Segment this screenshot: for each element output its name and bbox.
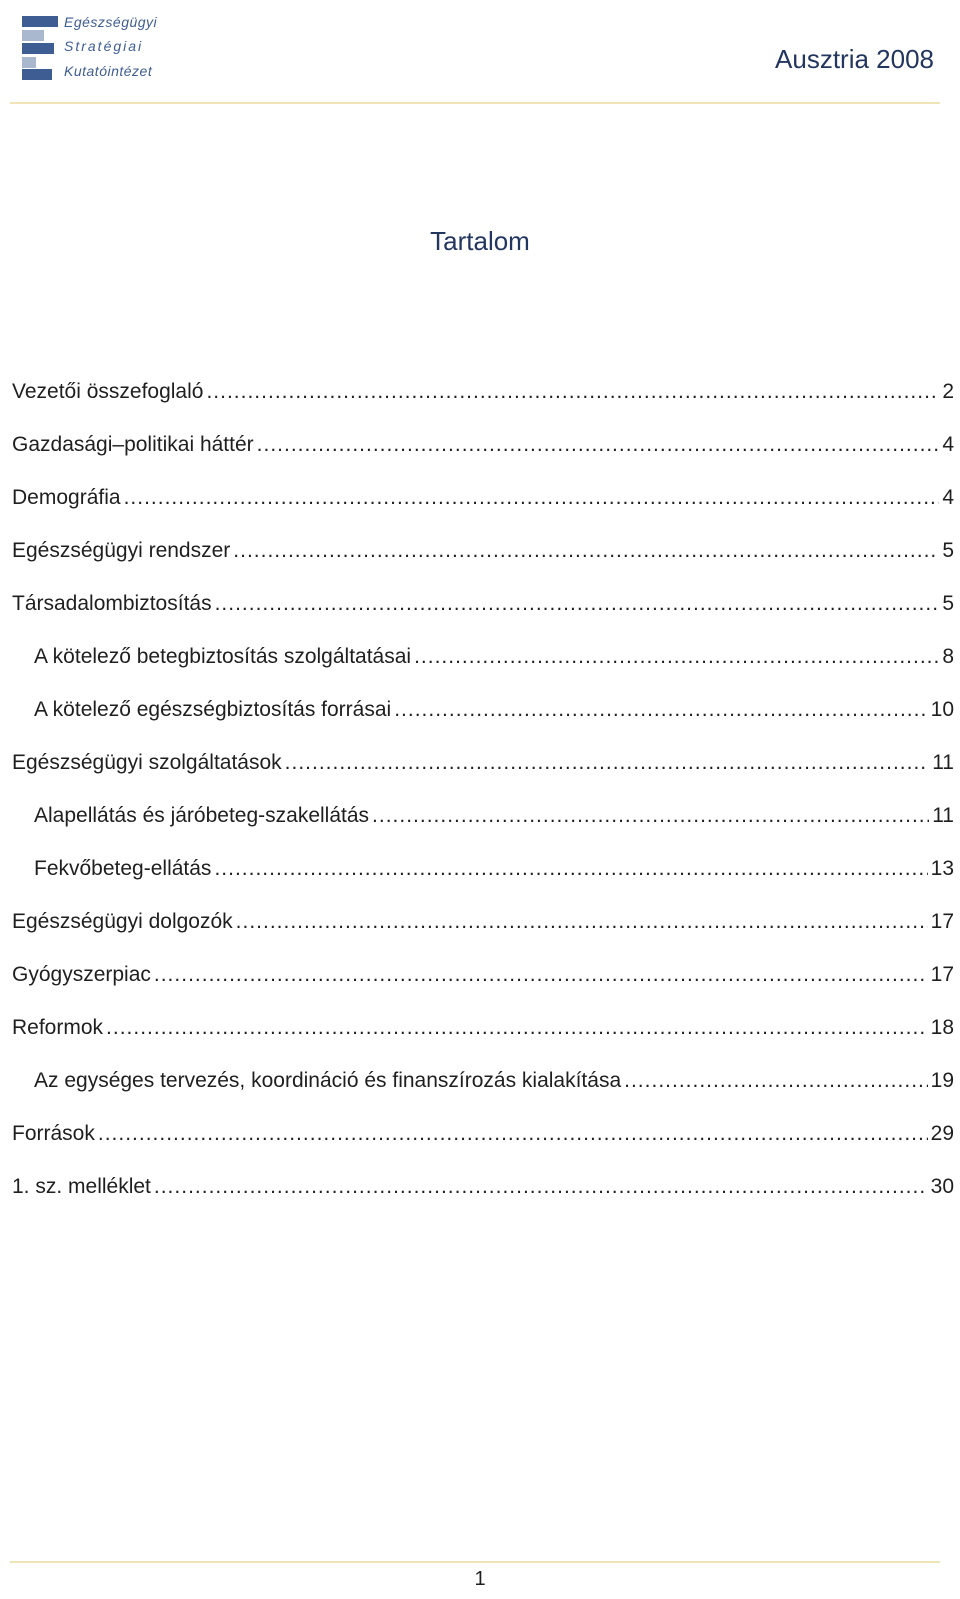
toc-entry-page: 11 <box>932 804 954 827</box>
toc-entry-label: Reformok <box>12 1016 104 1039</box>
toc-entry-label: Források <box>12 1122 95 1145</box>
toc-entry[interactable] <box>12 857 954 910</box>
toc-entry-page: 4 <box>942 433 954 456</box>
toc-entry[interactable] <box>12 751 954 804</box>
logo-mark <box>22 12 62 84</box>
toc-entry-label: Gyógyszerpiac <box>12 963 151 986</box>
toc-entry-page: 5 <box>942 592 954 615</box>
toc-entry-label: Egészségügyi szolgáltatások <box>12 751 282 774</box>
toc-entry[interactable] <box>12 592 954 645</box>
toc-dot-leader <box>414 645 939 669</box>
toc-entry[interactable] <box>12 1175 954 1228</box>
toc-heading: Tartalom <box>430 226 530 256</box>
document-title: Ausztria 2008 <box>775 44 934 74</box>
toc-dot-leader <box>285 751 930 775</box>
table-of-contents <box>12 380 954 1228</box>
toc-entry[interactable] <box>12 910 954 963</box>
toc-entry-page: 11 <box>932 751 954 774</box>
toc-entry-page: 4 <box>942 486 954 509</box>
toc-entry-label: Társadalombiztosítás <box>12 592 212 615</box>
toc-entry[interactable] <box>12 698 954 751</box>
toc-dot-leader <box>154 963 928 987</box>
toc-dot-leader <box>206 380 939 404</box>
toc-entry-page: 29 <box>930 1122 954 1145</box>
toc-entry[interactable] <box>12 1069 954 1122</box>
toc-entry-label: Fekvőbeteg-ellátás <box>34 857 212 880</box>
toc-entry-label: Demográfia <box>12 486 121 509</box>
toc-dot-leader <box>236 910 928 934</box>
toc-entry-page: 5 <box>942 539 954 562</box>
toc-entry-page: 13 <box>930 857 954 880</box>
toc-dot-leader <box>98 1122 928 1146</box>
toc-entry-label: Alapellátás és járóbeteg-szakellátás <box>34 804 370 827</box>
page-number: 1 <box>474 1568 486 1590</box>
toc-dot-leader <box>215 592 940 616</box>
toc-dot-leader <box>372 804 929 828</box>
toc-entry[interactable] <box>12 645 954 698</box>
toc-dot-leader <box>233 539 939 563</box>
toc-dot-leader <box>154 1175 928 1199</box>
toc-entry[interactable] <box>12 539 954 592</box>
toc-entry-page: 10 <box>930 698 954 721</box>
toc-dot-leader <box>106 1016 928 1040</box>
toc-entry[interactable] <box>12 963 954 1016</box>
toc-dot-leader <box>214 857 927 881</box>
footer-divider <box>10 1561 940 1563</box>
toc-entry-label: Gazdasági–politikai háttér <box>12 433 254 456</box>
toc-entry-page: 30 <box>930 1175 954 1198</box>
institute-logo <box>22 12 158 84</box>
toc-entry[interactable] <box>12 486 954 539</box>
toc-entry-page: 8 <box>942 645 954 668</box>
logo-line-1: Egészségügyi <box>64 14 158 30</box>
logo-line-3: Kutatóintézet <box>64 63 153 79</box>
toc-entry[interactable] <box>12 380 954 433</box>
logo-line-2: Stratégiai <box>64 38 144 54</box>
toc-entry-page: 17 <box>930 963 954 986</box>
toc-dot-leader <box>257 433 940 457</box>
toc-dot-leader <box>124 486 940 510</box>
toc-entry-label: 1. sz. melléklet <box>12 1175 151 1198</box>
toc-entry[interactable] <box>12 1016 954 1069</box>
toc-entry-page: 19 <box>930 1069 954 1092</box>
toc-entry[interactable] <box>12 1122 954 1175</box>
toc-entry-page: 2 <box>942 380 954 403</box>
toc-entry[interactable] <box>12 433 954 486</box>
toc-entry-page: 18 <box>930 1016 954 1039</box>
toc-entry-label: Az egységes tervezés, koordináció és finanszírozás kialakítása <box>34 1069 622 1092</box>
toc-entry-label: A kötelező betegbiztosítás szolgáltatásai <box>34 645 412 668</box>
toc-dot-leader <box>624 1069 928 1093</box>
page-header <box>0 0 960 105</box>
toc-dot-leader <box>394 698 927 722</box>
toc-entry-page: 17 <box>930 910 954 933</box>
toc-entry[interactable] <box>12 804 954 857</box>
toc-entry-label: Egészségügyi dolgozók <box>12 910 233 933</box>
toc-entry-label: Vezetői összefoglaló <box>12 380 204 403</box>
header-divider <box>10 102 940 104</box>
toc-entry-label: Egészségügyi rendszer <box>12 539 231 562</box>
toc-entry-label: A kötelező egészségbiztosítás forrásai <box>34 698 392 721</box>
